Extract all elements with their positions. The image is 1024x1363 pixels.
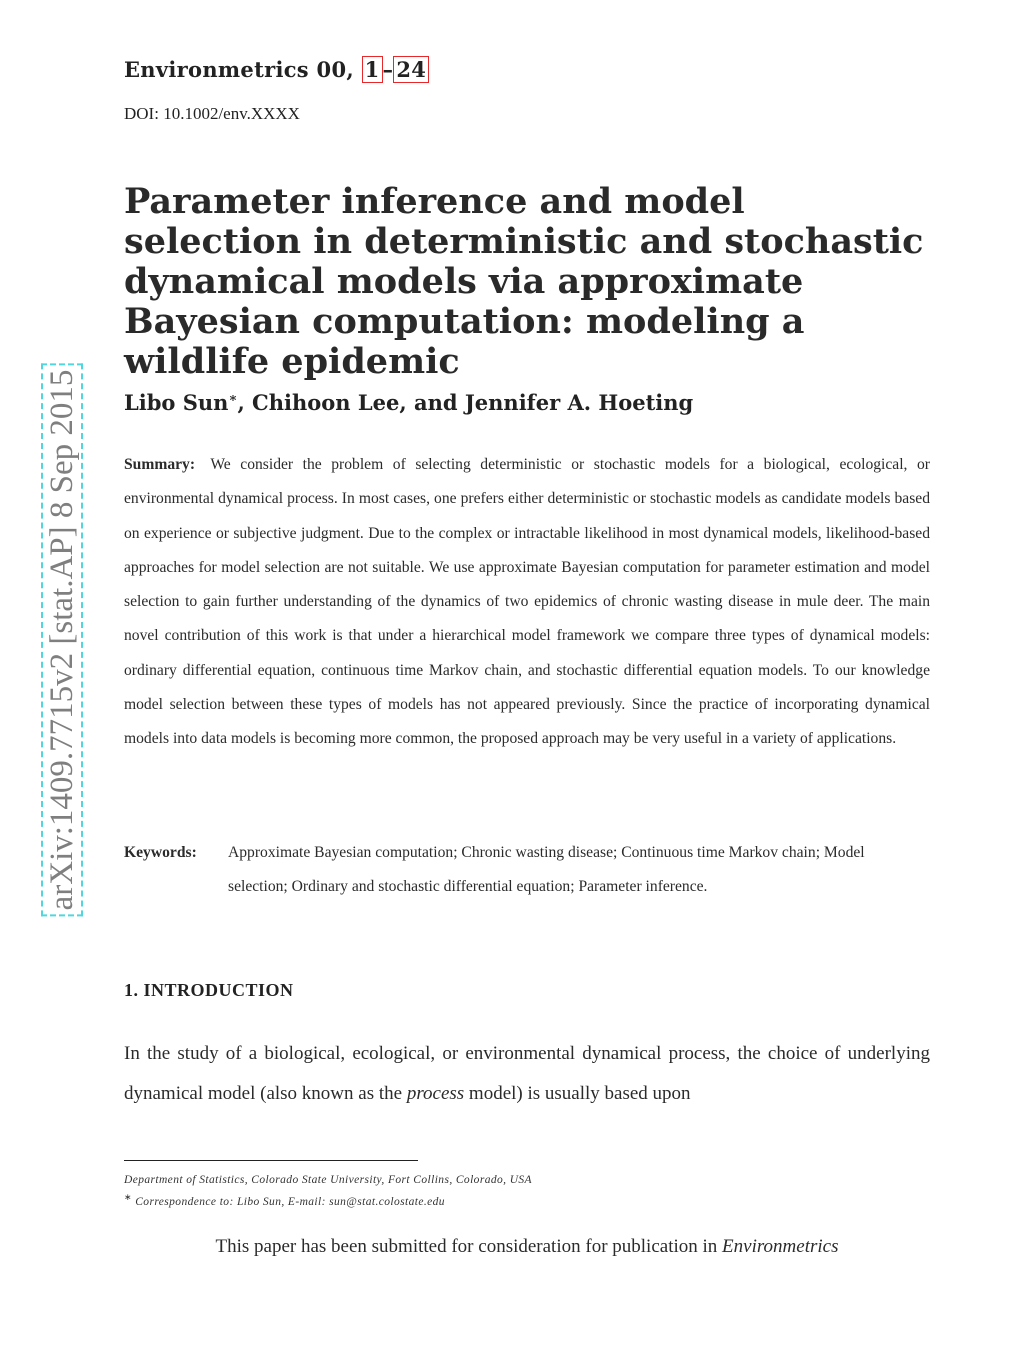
keywords [124, 836, 930, 905]
intro-paragraph [124, 1034, 930, 1114]
keywords-text: Approximate Bayesian computation; Chronic wasting disease; Continuous time Markov chain; Model selection; Ordinary and stochastic differential equation; Parameter inference. [228, 844, 865, 896]
arxiv-identifier-stamp[interactable]: arXiv:1409.7715v2 [stat.AP] 8 Sep 2015 [41, 364, 83, 917]
corresponding-author-mark: ∗ [228, 391, 238, 406]
abstract [124, 448, 930, 757]
intro-text-after: model) is usually based upon [468, 1083, 691, 1104]
correspondence-footnote [124, 1189, 532, 1211]
footnotes [124, 1172, 532, 1211]
affiliation-footnote: Department of Statistics, Colorado State University, Fort Collins, Colorado, USA [124, 1174, 532, 1186]
correspondence-mark: ∗ [124, 1192, 132, 1202]
journal-name: Environmetrics 00, [124, 57, 354, 82]
submission-note-text: This paper has been submitted for consideration for publication in [215, 1236, 718, 1257]
first-author: Libo Sun [124, 390, 229, 415]
keywords-label: Keywords: [124, 844, 197, 861]
intro-text-before: In the study of a biological, ecological, or environmental dynamical process, the choice of underlying dynamical model (also known as the [124, 1043, 930, 1104]
page-start-link[interactable]: 1 [362, 56, 383, 83]
page-range-separator: – [382, 57, 394, 82]
abstract-label: Summary: [124, 456, 196, 473]
submission-note [124, 1236, 930, 1258]
other-authors: , Chihoon Lee, and Jennifer A. Hoeting [237, 390, 694, 415]
correspondence-text: Correspondence to: Libo Sun, E-mail: sun@stat.colostate.edu [135, 1195, 445, 1208]
intro-emphasis: process [406, 1083, 465, 1104]
footnote-rule [124, 1160, 418, 1161]
section-heading: 1. INTRODUCTION [124, 980, 294, 1000]
doi: DOI: 10.1002/env.XXXX [124, 104, 300, 123]
author-list [124, 390, 693, 415]
page-end-link[interactable]: 24 [393, 56, 429, 83]
journal-citation [124, 57, 429, 82]
abstract-text: We consider the problem of selecting deterministic or stochastic models for a biological, ecological, or environmental dynamical process. In most cases, one prefers either deterministic or stochastic models as candidate models based on experience or subjective judgment. Due to the complex or intractable likelihood in most dynamical models, likelihood-based approaches for model selection are not suitable. We use approximate Bayesian computation for parameter estimation and model selection to gain further understanding of the dynamics of two epidemics of chronic wasting disease in mule deer. The main novel contribution of this work is that under a hierarchical model framework we compare three types of dynamical models: ordinary differential equation, continuous time Markov chain, and stochastic differential equation models. To our knowledge model selection between these types of models has not appeared previously. Since the practice of incorporating dynamical models into data models is becoming more common, the proposed approach may be very useful in a variety of applications. [124, 456, 930, 748]
paper-title: Parameter inference and model selection in deterministic and stochastic dynamical models via approximate Bayesian computation: modeling a wildlife epidemic [124, 181, 924, 382]
submission-journal: Environmetrics [722, 1236, 839, 1257]
